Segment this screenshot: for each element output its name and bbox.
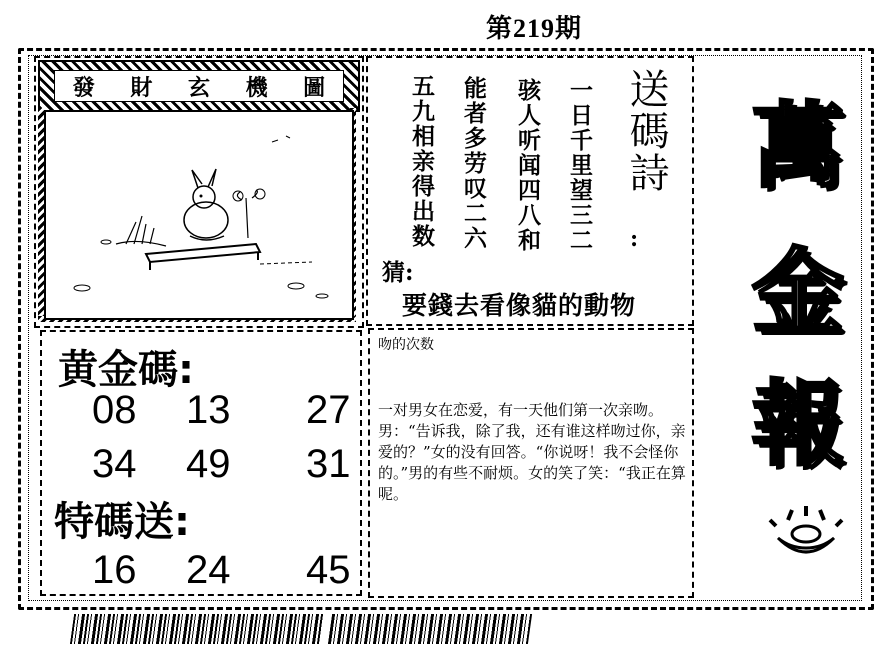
- guess-label: 猜:: [382, 259, 414, 286]
- story-body: 一对男女在恋爱，有一天他们第一次亲吻。男：“告诉我，除了我，还有谁这样吻过你，亲爱的？”女的没有回答。“你说呀！我不会怪你的。”男的有些不耐烦。女的笑了笑：“我正在算呢。: [378, 401, 686, 503]
- banner-char: 圖: [303, 74, 326, 101]
- poem-title: 送碼詩: [623, 68, 669, 194]
- gold-number: 27: [306, 388, 351, 432]
- gold-number: 34: [92, 442, 137, 486]
- special-number: 16: [92, 548, 137, 592]
- gold-number: 31: [306, 442, 351, 486]
- gold-number: 49: [186, 442, 231, 486]
- poem-line: 骇人听闻四八和: [514, 78, 541, 253]
- masthead-char: 報: [752, 370, 845, 478]
- poem-line: 能者多劳叹二六: [460, 76, 487, 251]
- gold-number: 08: [92, 388, 137, 432]
- banner-char: 玄: [187, 74, 210, 101]
- gold-number: 13: [186, 388, 231, 432]
- masthead-char: 金: [752, 238, 845, 346]
- barcode-strip: [328, 614, 532, 644]
- special-codes-label: 特碼送:: [54, 499, 190, 545]
- banner-char: 機: [245, 74, 268, 101]
- story-title: 吻的次数: [378, 337, 434, 353]
- guess-text: 要錢去看像貓的動物: [402, 291, 637, 320]
- masthead-char: 萬: [752, 92, 845, 200]
- barcode-strip: [70, 614, 324, 644]
- poem-line: 五九相亲得出数: [408, 74, 435, 249]
- gold-codes-label: 黄金碼:: [58, 347, 194, 393]
- poem-colon: :: [630, 226, 639, 252]
- issue-number: 第219期: [486, 14, 583, 43]
- gold-ingot-icon: [766, 504, 846, 564]
- poem-line: 一日千里望三二: [566, 78, 593, 253]
- special-number: 45: [306, 548, 351, 592]
- banner-char: 發: [72, 74, 95, 101]
- banner-char: 財: [130, 74, 153, 101]
- special-number: 24: [186, 548, 231, 592]
- rabbit-illustration: [44, 110, 354, 320]
- banner: [38, 60, 360, 112]
